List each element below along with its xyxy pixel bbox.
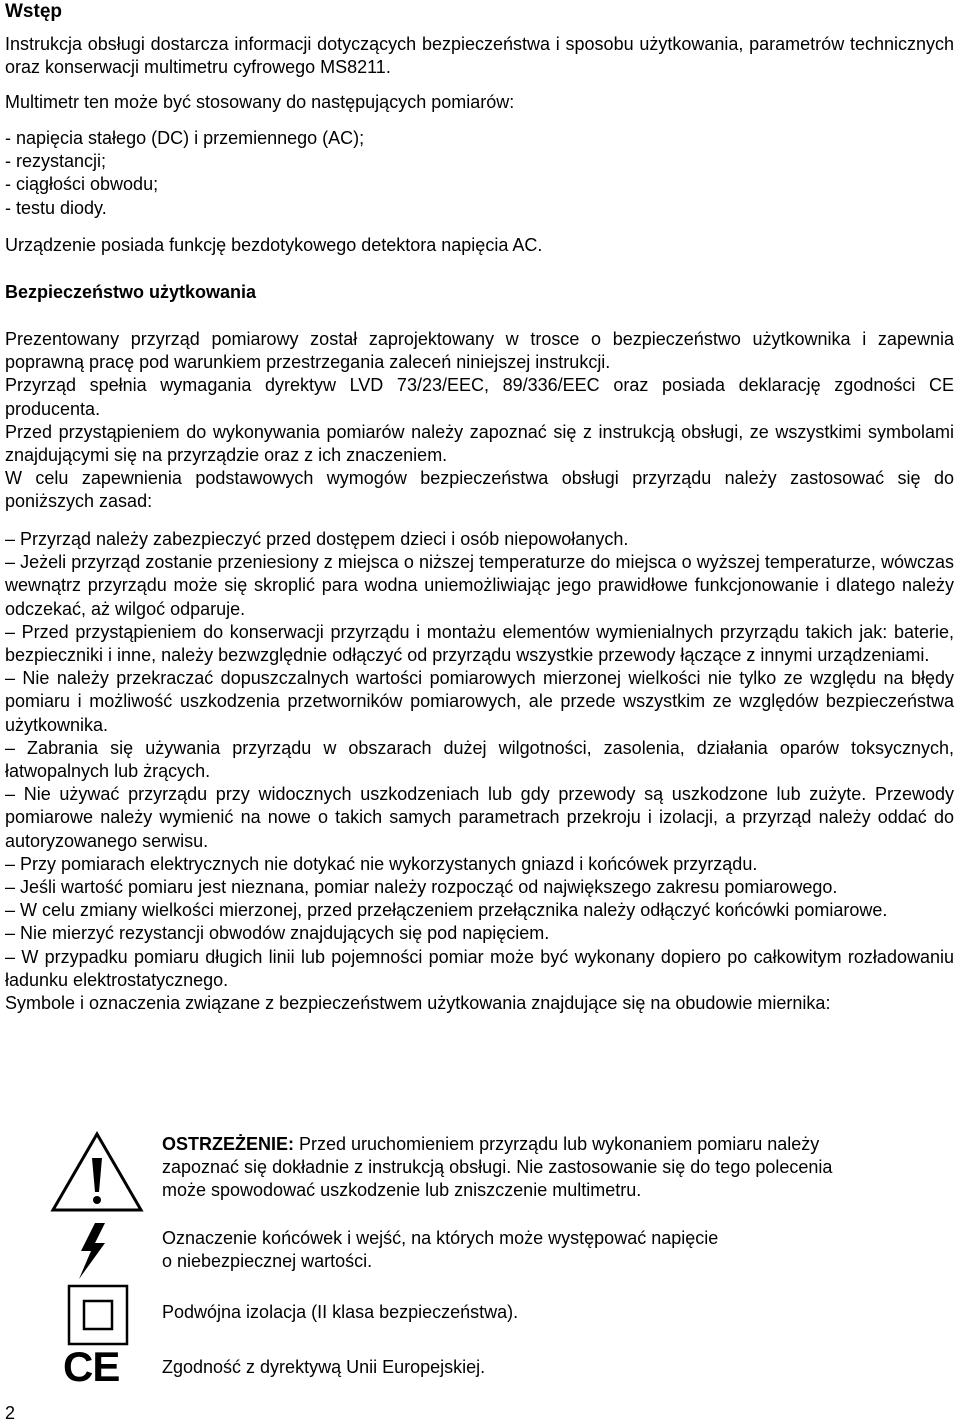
use-item: - rezystancji; — [5, 151, 107, 172]
rule-item: – Nie używać przyrządu przy widocznych uszkodzeniach lub gdy przewody są uszkodzone lub zużyte. Przewody pomiarowe należy wymienić na nowe o takich samych parametrach przekroju i izolacji, a przyrząd należy oddać do autoryzowanego serwisu. — [5, 784, 954, 851]
rule-item: – Przy pomiarach elektrycznych nie dotykać nie wykorzystanych gniazd i końcówek przyrządu. — [5, 853, 758, 874]
rule-item: – Jeżeli przyrząd zostanie przeniesiony z miejsca o niższej temperaturze do miejsca o wyższej temperaturze, wówczas wewnątrz przyrządu może się skroplić para wodna uniemożliwiając jego prawidłowe funkcjonowanie i dlatego należy odczekać, aż wilgoć odparuje. — [5, 552, 954, 619]
rule-item: – Przed przystąpieniem do konserwacji przyrządu i montażu elementów wymienialnych przyrządu takich jak: baterie, bezpieczniki i inne, należy bezwzględnie odłączyć od przyrządu wszystkie przewody łączące z innymi urządzeniami. — [5, 621, 954, 666]
rule-item: – W przypadku pomiaru długich linii lub pojemności pomiar może być wykonany dopiero po całkowitym rozładowaniu ładunku elektrostatycznego. — [5, 946, 954, 990]
detector-text: Urządzenie posiada funkcję bezdotykowego detektora napięcia AC. — [5, 235, 543, 255]
safety-heading-block — [5, 281, 954, 304]
rule-item: – Zabrania się używania przyrządu w obszarach dużej wilgotności, zasolenia, działania oparów toksycznych, łatwopalnych lub żrących. — [5, 737, 954, 782]
use-item: - napięcia stałego (DC) i przemiennego (AC); — [5, 128, 365, 148]
uses-list — [5, 127, 954, 220]
intro-section — [5, 33, 954, 79]
voltage-line: o niebezpiecznej wartości. — [162, 1251, 373, 1272]
ce-mark-icon: CE — [63, 1343, 120, 1390]
high-voltage-icon — [69, 1221, 115, 1281]
uses-intro: Multimetr ten może być stosowany do następujących pomiarów: — [5, 92, 515, 112]
safety-heading: Bezpieczeństwo użytkowania — [5, 282, 257, 302]
safety-paragraph: Przed przystąpieniem do wykonywania pomiarów należy zapoznać się z instrukcją obsługi, ze wszystkimi symbolami znajdującymi się na przyrządzie oraz z ich znaczeniem. — [5, 421, 954, 466]
page-number: 2 — [5, 1403, 16, 1423]
rule-item: – Nie mierzyć rezystancji obwodów znajdujących się pod napięciem. — [5, 923, 550, 944]
symbols-intro: Symbole i oznaczenia związane z bezpieczeństwem użytkowania znajdujące się na obudowie miernika: — [5, 993, 831, 1014]
safety-rules — [5, 528, 954, 1015]
rule-item: – Nie należy przekraczać dopuszczalnych wartości pomiarowych mierzonej wielkości nie tylko ze względu na błędy pomiaru i możliwość uszkodzenia przetworników pomiarowych, ale przede wszystkim ze względów bezpieczeństwa użytkownika. — [5, 668, 954, 735]
rule-item: – Przyrząd należy zabezpieczyć przed dostępem dzieci i osób niepowołanych. — [5, 529, 629, 549]
ce-text: Zgodność z dyrektywą Unii Europejskiej. — [162, 1357, 486, 1377]
warning-triangle-icon — [49, 1130, 145, 1214]
warning-line: może spowodować uszkodzenie lub zniszczenie multimetru. — [162, 1180, 642, 1201]
uses-block — [5, 91, 954, 114]
warning-label: OSTRZEŻENIE: — [162, 1134, 295, 1154]
intro-paragraph: Instrukcja obsługi dostarcza informacji dotyczących bezpieczeństwa i sposobu użytkowania, parametrów technicznych oraz konserwacji multimetru cyfrowego MS8211. — [5, 34, 954, 78]
detector-note — [5, 234, 954, 257]
safety-paragraph: Przyrząd spełnia wymagania dyrektyw LVD 73/23/EEC, 89/336/EEC oraz posiada deklarację zgodności CE producenta. — [5, 375, 954, 419]
safety-paragraph: W celu zapewnienia podstawowych wymogów bezpieczeństwa obsługi przyrządu należy zastosować się do poniższych zasad: — [5, 468, 954, 512]
warning-line: Przed uruchomieniem przyrządu lub wykonaniem pomiaru należy — [294, 1134, 820, 1154]
intro-heading: Wstęp — [5, 1, 62, 22]
warning-text — [162, 1133, 952, 1203]
voltage-line: Oznaczenie końcówek i wejść, na których może występować napięcie — [162, 1228, 719, 1248]
double-insulation-icon — [67, 1284, 129, 1346]
voltage-text — [162, 1227, 952, 1273]
safety-paragraph: Prezentowany przyrząd pomiarowy został zaprojektowany w trosce o bezpieczeństwo użytkownika i zapewnia poprawną pracę pod warunkiem przestrzegania zaleceń niniejszej instrukcji. — [5, 329, 954, 373]
use-item: - ciągłości obwodu; — [5, 174, 159, 195]
safety-body — [5, 328, 954, 514]
warning-line: zapoznać się dokładnie z instrukcją obsługi. Nie zastosowanie się do tego polecenia — [162, 1157, 833, 1178]
rule-item: – W celu zmiany wielkości mierzonej, przed przełączeniem przełącznika należy odłączyć końcówki pomiarowe. — [5, 900, 888, 921]
rule-item: – Jeśli wartość pomiaru jest nieznana, pomiar należy rozpocząć od największego zakresu pomiarowego. — [5, 877, 838, 898]
insulation-text: Podwójna izolacja (II klasa bezpieczeństwa). — [162, 1302, 519, 1322]
use-item: - testu diody. — [5, 197, 107, 218]
